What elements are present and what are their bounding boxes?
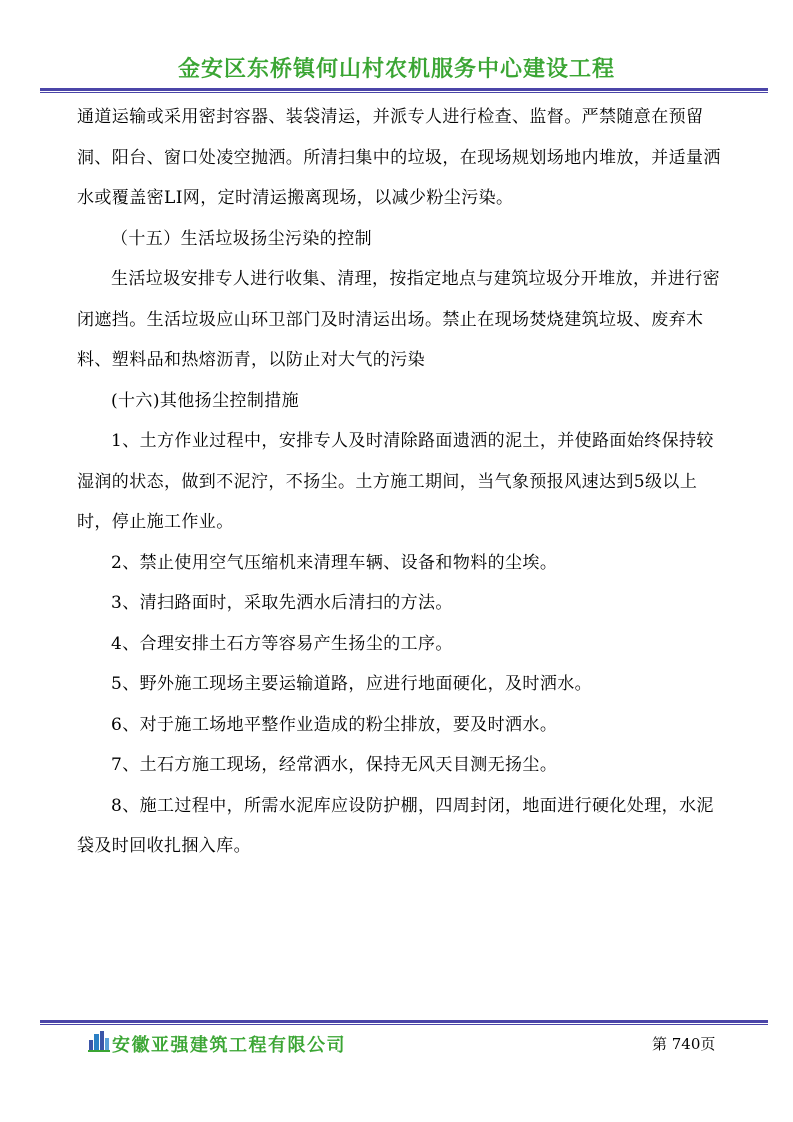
list-item: 2、禁止使用空气压缩机来清理车辆、设备和物料的尘埃。 bbox=[111, 552, 558, 573]
header-rule bbox=[40, 88, 768, 93]
section-heading: (十六)其他扬尘控制措施 bbox=[111, 390, 300, 411]
section-heading: （十五）生活垃圾扬尘污染的控制 bbox=[111, 228, 372, 249]
list-item: 4、合理安排土石方等容易产生扬尘的工序。 bbox=[111, 633, 453, 654]
paragraph: 通道运输或采用密封容器、装袋清运，并派专人进行检查、监督。严禁随意在预留洞、阳台、窗口处凌空抛洒。所清扫集中的垃圾，在现场规划场地内堆放，并适量洒水或覆盖密LI网，定时清运搬离现场，以减少粉尘污染。 bbox=[77, 107, 721, 208]
list-item: 3、清扫路面时，采取先洒水后清扫的方法。 bbox=[111, 593, 453, 613]
paragraph: 生活垃圾安排专人进行收集、清理，按指定地点与建筑垃圾分开堆放，并进行密闭遮挡。生活垃圾应山环卫部门及时清运出场。禁止在现场焚烧建筑垃圾、废弃木料、塑料品和热熔沥青，以防止对大气的污染 bbox=[77, 269, 720, 370]
page-number: 第 740页 bbox=[652, 1035, 716, 1053]
list-item: 1、土方作业过程中，安排专人及时清除路面遗洒的泥土，并使路面始终保持较湿润的状态，做到不泥泞，不扬尘。土方施工期间，当气象预报风速达到5级以上时，停止施工作业。 bbox=[77, 431, 714, 532]
list-item: 7、土石方施工现场，经常洒水，保持无风天目测无扬尘。 bbox=[111, 755, 558, 775]
building-logo-icon bbox=[88, 1030, 110, 1052]
document-body bbox=[77, 97, 723, 867]
footer-rule bbox=[40, 1020, 768, 1025]
header-title: 金安区东桥镇何山村农机服务中心建设工程 bbox=[177, 57, 615, 82]
footer-company-name: 安徽亚强建筑工程有限公司 bbox=[112, 1035, 346, 1056]
list-item: 5、野外施工现场主要运输道路，应进行地面硬化，及时洒水。 bbox=[111, 674, 593, 694]
list-item: 8、施工过程中，所需水泥库应设防护棚，四周封闭，地面进行硬化处理，水泥袋及时回收扎捆入库。 bbox=[77, 795, 714, 856]
list-item: 6、对于施工场地平整作业造成的粉尘排放，要及时洒水。 bbox=[111, 714, 558, 735]
